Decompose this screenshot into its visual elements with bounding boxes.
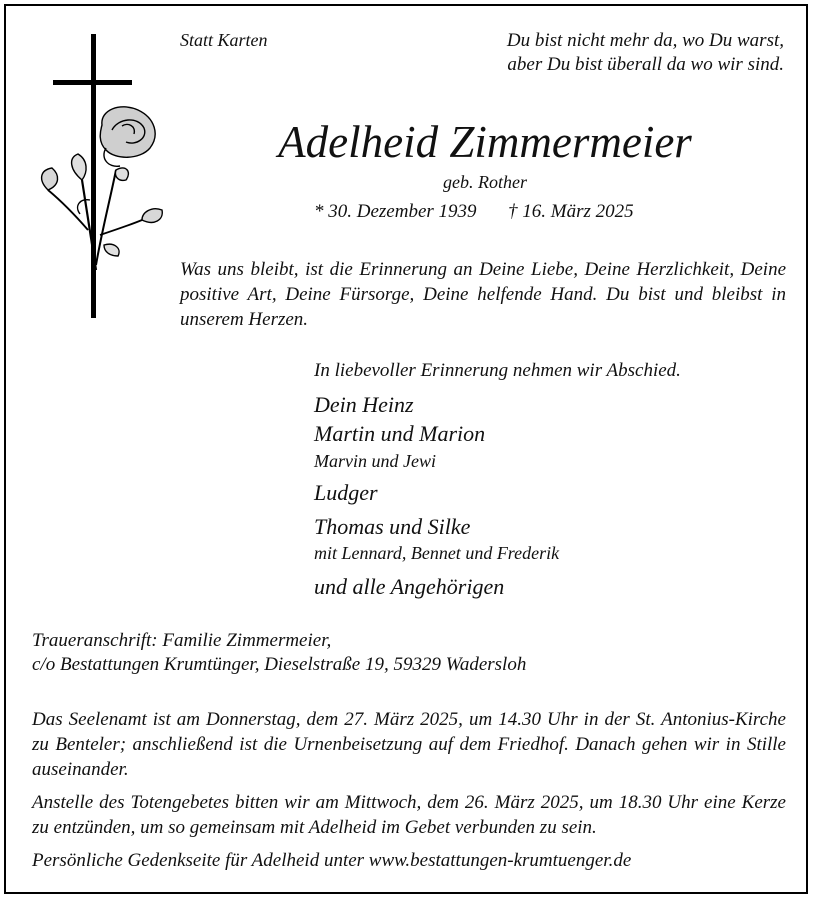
deceased-name: Adelheid Zimmermeier	[278, 117, 692, 167]
mourner-ludger: Ludger	[314, 480, 378, 505]
address-line-1: Traueranschrift: Familie Zimmermeier,	[32, 630, 332, 651]
statt-karten-note: Statt Karten	[180, 30, 268, 50]
birth-name: geb. Rother	[443, 172, 527, 192]
mourner-relatives: und alle Angehörigen	[314, 574, 505, 599]
mourners-intro: In liebevoller Erinnerung nehmen wir Abschied.	[314, 360, 681, 381]
quote-line-1: Du bist nicht mehr da, wo Du warst,	[506, 30, 784, 51]
birth-date: * 30. Dezember 1939	[314, 201, 477, 222]
tribute-text: Was uns bleibt, ist die Erinnerung an Deine Liebe, Deine Herzlichkeit, Deine positive Art, Deine Fürsorge, Deine helfende Hand. Du bist und bleibst in unserem Herzen.	[180, 259, 786, 330]
ceremony-text: Das Seelenamt ist am Donnerstag, dem 27. März 2025, um 14.30 Uhr in der St. Antonius-Kirche zu Benteler; anschließend ist die Urnenbeisetzung auf dem Friedhof. Danach gehen wir in Stille auseinander.	[32, 709, 786, 780]
mourner-thomas-silke: Thomas und Silke	[314, 514, 471, 539]
death-date: † 16. März 2025	[508, 201, 634, 222]
rose-icon	[42, 107, 163, 270]
cross-rose-emblem	[30, 30, 170, 325]
address-line-2: c/o Bestattungen Krumtünger, Dieselstraße 19, 59329 Wadersloh	[32, 654, 527, 675]
mourner-martin-marion: Martin und Marion	[314, 421, 486, 446]
mourner-heinz: Dein Heinz	[314, 392, 414, 417]
memorial-page-text: Persönliche Gedenkseite für Adelheid unter www.bestattungen-krumtuenger.de	[32, 850, 632, 871]
mourner-grandchildren: mit Lennard, Bennet und Frederik	[314, 543, 560, 563]
quote-line-2: aber Du bist überall da wo wir sind.	[507, 54, 784, 75]
mourner-marvin-jewi: Marvin und Jewi	[314, 451, 436, 471]
prayer-text: Anstelle des Totengebetes bitten wir am Mittwoch, dem 26. März 2025, um 18.30 Uhr eine Kerze zu entzünden, um so gemeinsam mit Adelheid im Gebet verbunden zu sein.	[32, 792, 786, 838]
